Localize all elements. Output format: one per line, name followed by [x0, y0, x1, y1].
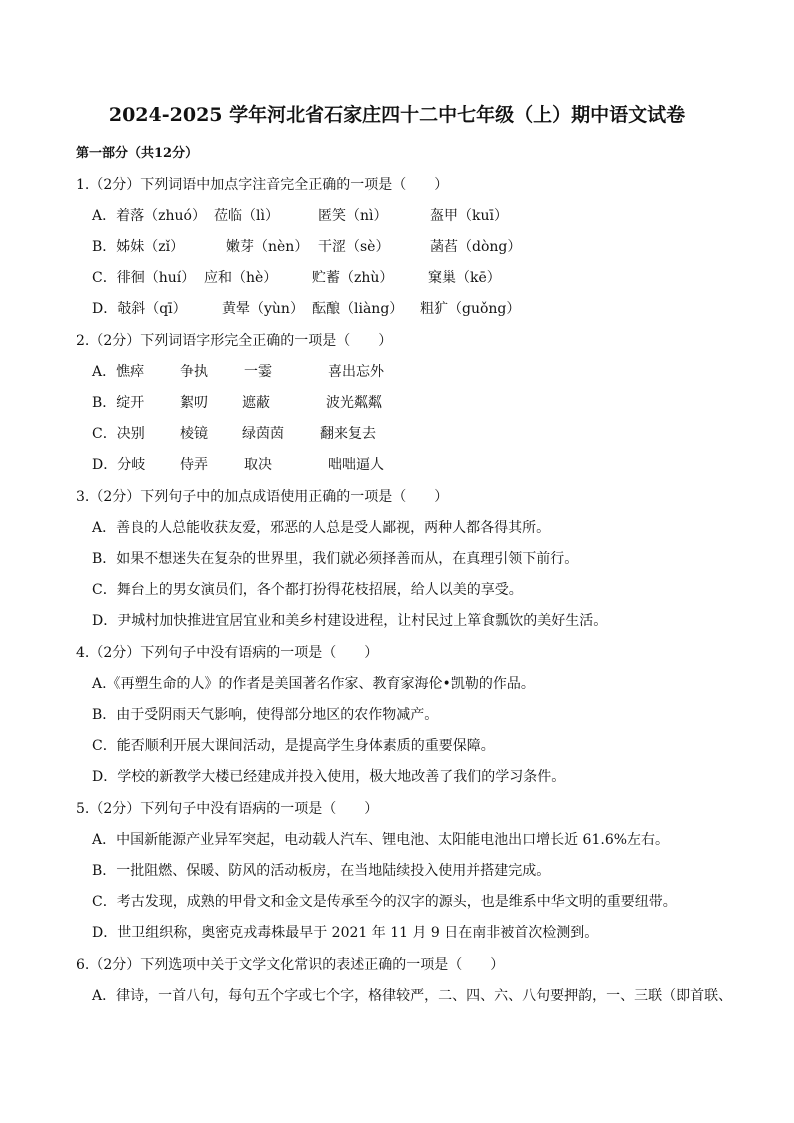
exam-title: 2024-2025 学年河北省石家庄四十二中七年级（上）期中语文试卷	[108, 104, 686, 126]
question-2-option-a: A．憔瘁 争执 一霎 喜出忘外	[92, 364, 384, 380]
question-1-option-c: C．徘徊（huí） 应和（hè） 贮蓄（zhù） 窠巢（kē）	[92, 270, 501, 286]
question-3-stem: 3.（2分）下列句子中的加点成语使用正确的一项是（ ）	[76, 489, 449, 505]
question-3-option-c: C．舞台上的男女演员们，各个都打扮得花枝招展，给人以美的享受。	[92, 582, 523, 598]
question-5-option-d: D．世卫组织称，奥密克戎毒株最早于 2021 年 11 月 9 日在南非被首次检测到。	[92, 925, 599, 941]
question-3-option-a: A．善良的人总能收获友爱，邪恶的人总是受人鄙视，两种人都各得其所。	[92, 520, 551, 536]
question-4-option-c: C．能否顺利开展大课间活动，是提高学生身体素质的重要保障。	[92, 738, 495, 754]
question-5-option-c: C．考古发现，成熟的甲骨文和金文是传承至今的汉字的源头，也是维系中华文明的重要纽带。	[92, 894, 677, 910]
question-1-option-d: D．攲斜（qī） 黄晕（yùn） 酝酿（liàng） 粗犷（guǒng）	[92, 301, 521, 317]
question-5-option-a: A．中国新能源产业异军突起，电动载人汽车、锂电池、太阳能电池出口增长近 61.6%左右。	[92, 832, 670, 848]
question-4-option-a: A.《再塑生命的人》的作者是美国著名作家、教育家海伦•凯勒的作品。	[92, 676, 535, 692]
question-2-stem: 2.（2分）下列词语字形完全正确的一项是（ ）	[76, 333, 393, 349]
question-6-option-a: A．律诗，一首八句，每句五个字或七个字，格律较严，二、四、六、八句要押韵，一、三联（即首联、	[92, 988, 733, 1004]
question-4-option-b: B．由于受阴雨天气影响，使得部分地区的农作物减产。	[92, 707, 439, 723]
section-heading: 第一部分（共12分）	[76, 146, 199, 161]
question-4-stem: 4.（2分）下列句子中没有语病的一项是（ ）	[76, 645, 379, 661]
question-5-option-b: B．一批阻燃、保暖、防风的活动板房，在当地陆续投入使用并搭建完成。	[92, 863, 551, 879]
question-3-option-b: B．如果不想迷失在复杂的世界里，我们就必须择善而从，在真理引领下前行。	[92, 551, 579, 567]
question-1-option-a: A．着落（zhuó） 莅临（lì） 匿笑（nì） 盔甲（kuī）	[92, 208, 508, 224]
question-4-option-d: D．学校的新教学大楼已经建成并投入使用，极大地改善了我们的学习条件。	[92, 769, 566, 785]
question-6-stem: 6.（2分）下列选项中关于文学文化常识的表述正确的一项是（ ）	[76, 957, 505, 973]
question-2-option-d: D．分岐 侍弄 取决 咄咄逼人	[92, 457, 384, 473]
question-1-option-b: B．姊妹（zǐ） 嫩芽（nèn） 干涩（sè） 菡萏（dòng）	[92, 239, 522, 255]
question-2-option-c: C．决别 棱镜 绿茵茵 翻来复去	[92, 426, 376, 442]
question-5-stem: 5.（2分）下列句子中没有语病的一项是（ ）	[76, 801, 379, 817]
question-2-option-b: B．绽开 絮叨 遮蔽 波光粼粼	[92, 395, 382, 411]
question-1-stem: 1.（2分）下列词语中加点字注音完全正确的一项是（ ）	[76, 177, 449, 193]
question-3-option-d: D．尹城村加快推进宜居宜业和美乡村建设进程，让村民过上箪食瓢饮的美好生活。	[92, 613, 608, 629]
